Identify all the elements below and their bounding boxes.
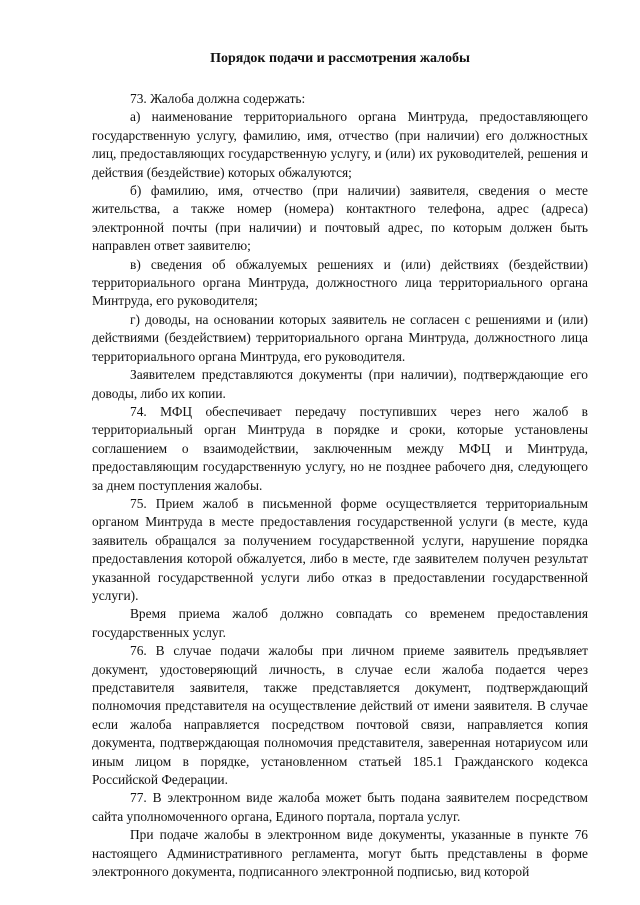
paragraph-73-v: в) сведения об обжалуемых решениях и (или) действиях (бездействии) территориального органа Минтруда, должностного лица территориального органа Минтруда, его руководителя; [92, 256, 588, 309]
paragraph-73-g: г) доводы, на основании которых заявитель не согласен с решениями и (или) действиями (бездействием) территориального органа Минтруда, должностного лица территориального органа Минтруда, его руководителя. [92, 311, 588, 364]
paragraph-77-electronic: При подаче жалобы в электронном виде документы, указанные в пункте 76 настоящего Административного регламента, могут быть представлены в форме электронного документа, подписанного электронной подписью, вид которой [92, 827, 588, 880]
paragraph-75-time: Время приема жалоб должно совпадать со временем предоставления государственных услуг. [92, 606, 588, 640]
paragraph-77: 77. В электронном виде жалоба может быть подана заявителем посредством сайта уполномоченного органа, Единого портала, портала услуг. [92, 790, 588, 824]
paragraph-74: 74. МФЦ обеспечивает передачу поступивших через него жалоб в территориальный орган Минтруда в порядке и сроки, которые установлены соглашением о взаимодействии, заключенным между МФЦ и Минтруда, предоставляющим государственную услугу, но не позднее рабочего дня, следующего за днем поступления жалобы. [92, 403, 588, 493]
paragraph-73-a: а) наименование территориального органа Минтруда, предоставляющего государственную услугу, фамилию, имя, отчество (при наличии) его должностных лиц, предоставляющих государственную услугу, и (или) их руководителей, решения и действия (бездействие) которых обжалуются; [92, 109, 588, 180]
paragraph-73-documents: Заявителем представляются документы (при наличии), подтверждающие его доводы, либо их копии. [92, 367, 588, 401]
paragraph-75: 75. Прием жалоб в письменной форме осуществляется территориальным органом Минтруда в месте предоставления государственной услуги (в месте, куда заявитель обращался за получением государственной услуги, нарушение порядка предоставления которой обжалуется, либо в месте, где заявителем получен результат указанной государственной услуги либо отказ в предоставлении государственной услуги). [92, 495, 588, 603]
paragraph-76: 76. В случае подачи жалобы при личном приеме заявитель предъявляет документ, удостоверяющий личность, в случае если жалоба подается через представителя заявителя, также представляется документ, подтверждающий полномочия представителя на осуществление действий от имени заявителя. В случае если жалоба направляется посредством почтовой связи, направляется копия документа, подтверждающая полномочия представителя, заверенная нотариусом или иным лицом в порядке, установленном статьей 185.1 Гражданского кодекса Российской Федерации. [92, 643, 588, 788]
section-title: Порядок подачи и рассмотрения жалобы [210, 51, 470, 66]
paragraph-73-intro: 73. Жалоба должна содержать: [130, 91, 306, 106]
paragraph-73-b: б) фамилию, имя, отчество (при наличии) заявителя, сведения о месте жительства, а также номер (номера) контактного телефона, адрес (адреса) электронной почты (при наличии) и почтовый адрес, по которым должен быть направлен ответ заявителю; [92, 183, 588, 254]
